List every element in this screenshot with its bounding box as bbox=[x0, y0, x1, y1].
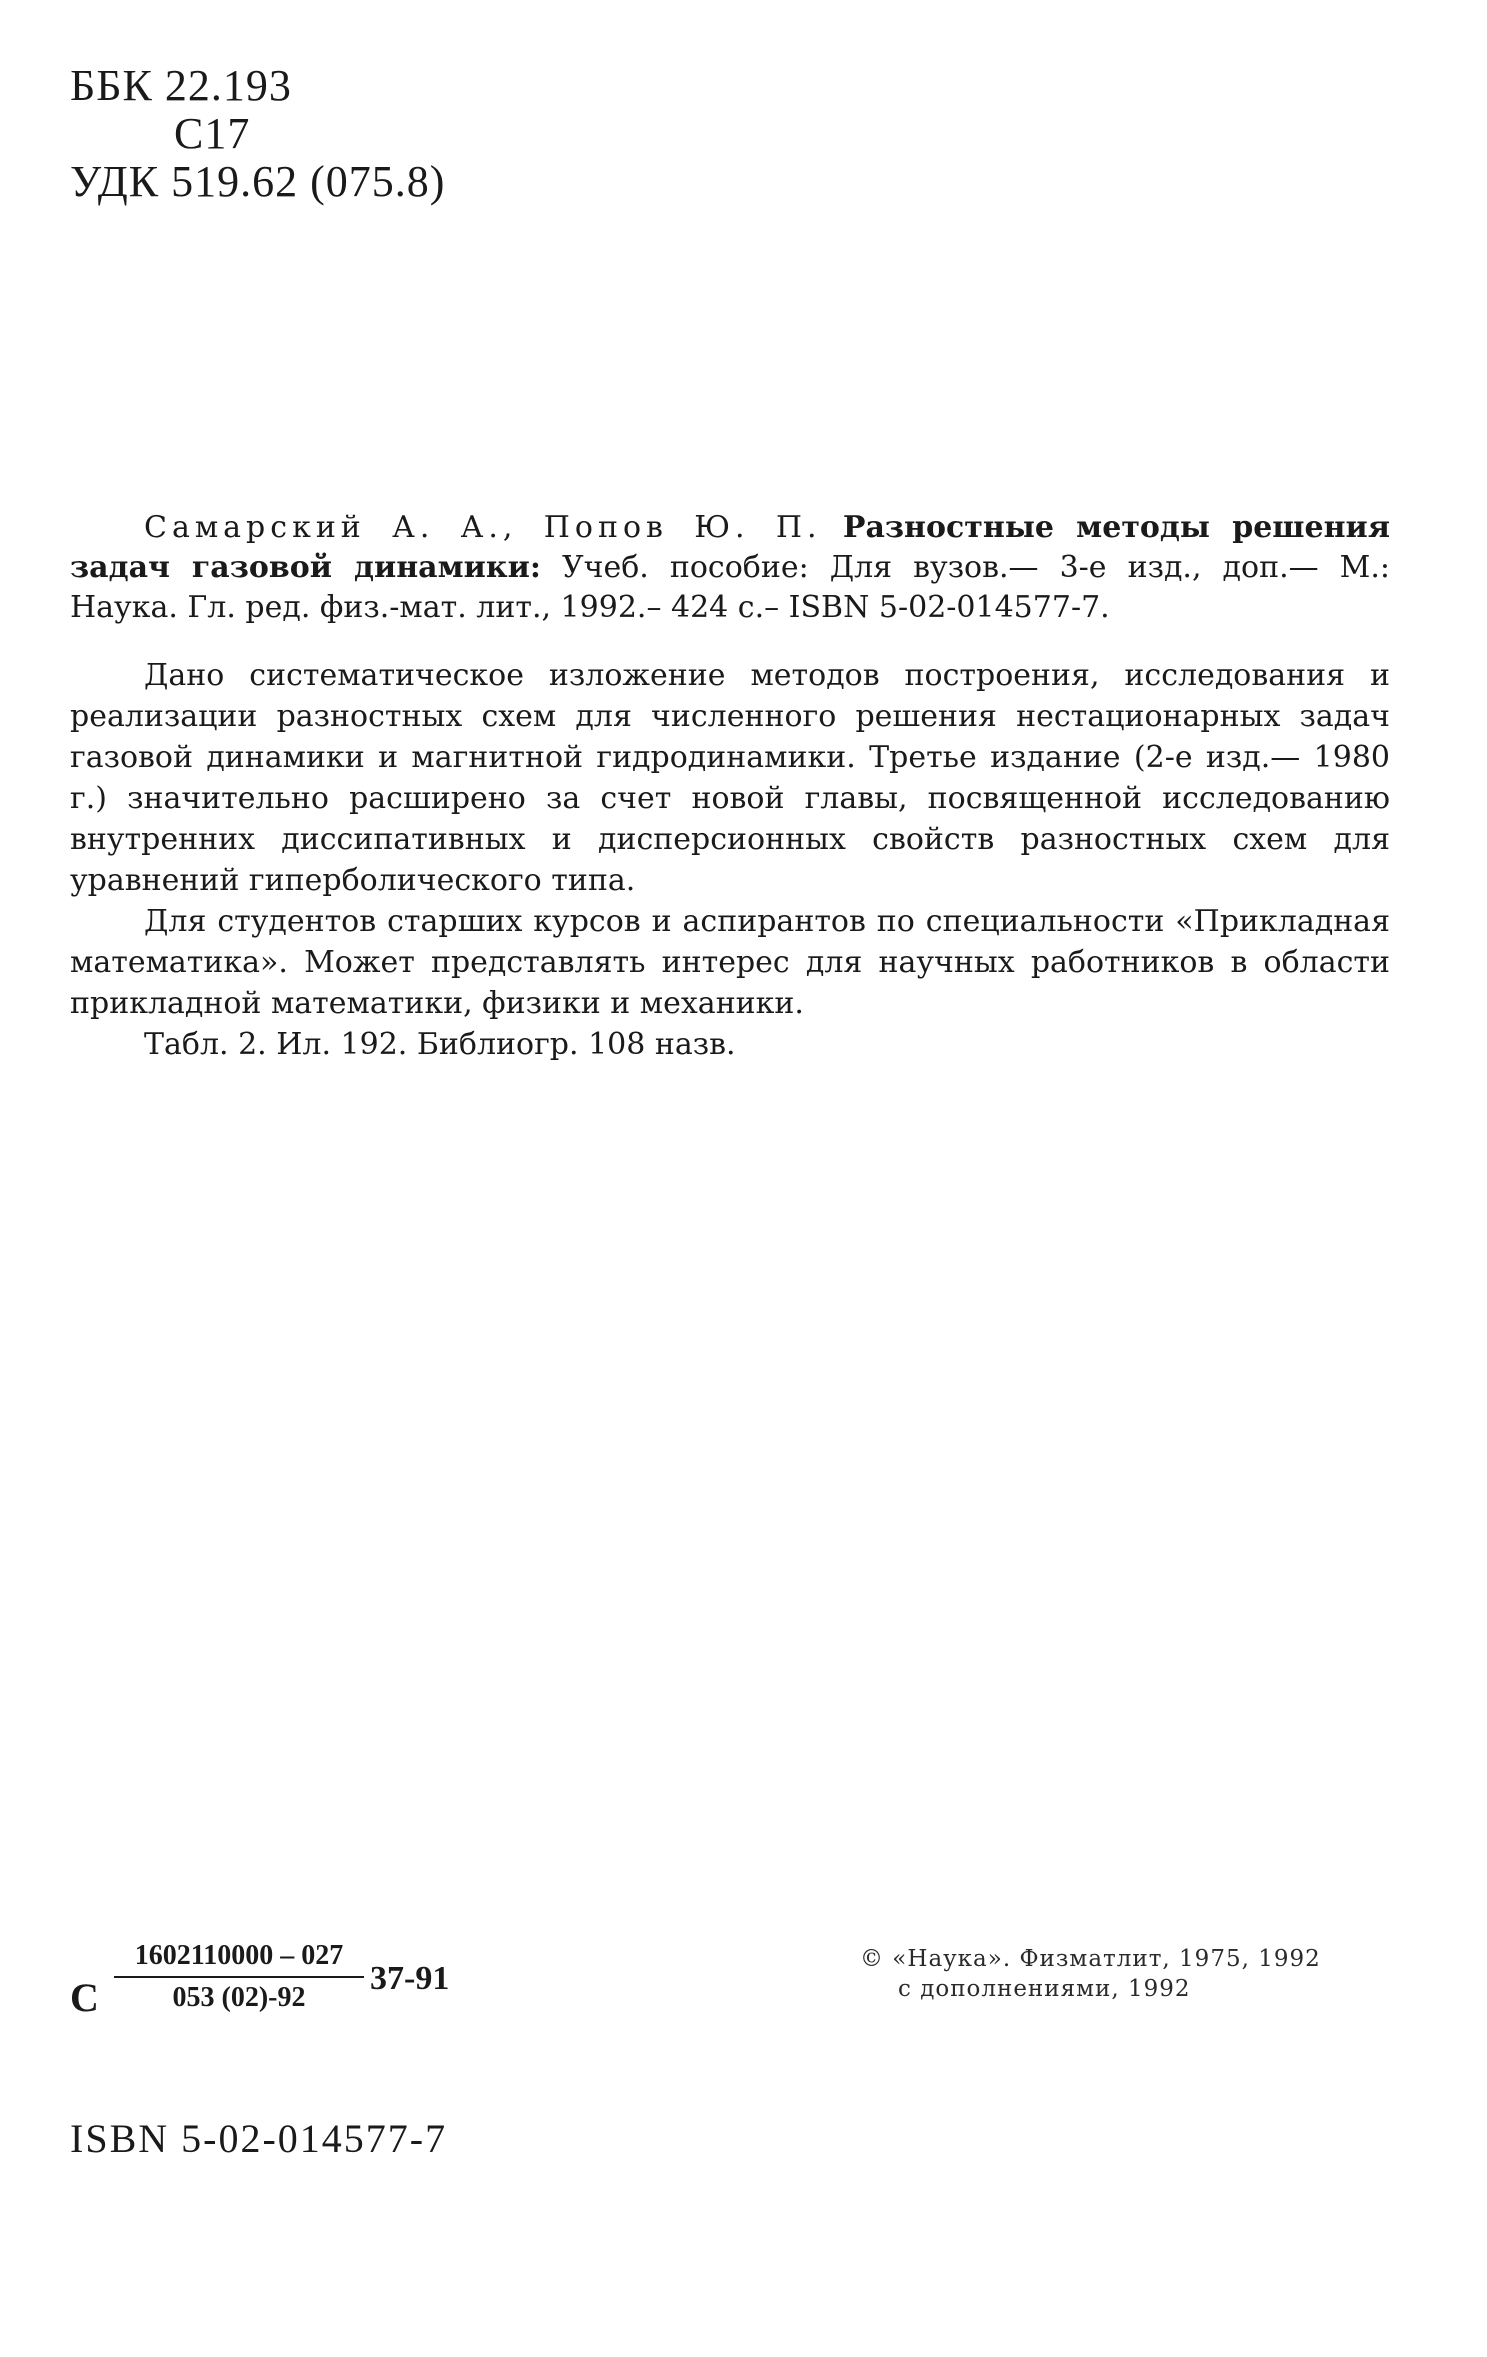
annotation-paragraph-1: Дано систематическое изложение методов построения, исследования и реализации разностных схем для численного решения нестационарных задач газовой динамики и магнитной гидродинамики. Третье издание (2-е изд.— 1980 г.) значительно расширено за счет новой главы, посвященной исследованию внутренних диссипативных и дисперсионных свойств разностных схем для уравнений гиперболического типа. bbox=[70, 658, 1390, 898]
class-code-letter: С bbox=[70, 1975, 99, 2020]
class-code-suffix: 37-91 bbox=[370, 1960, 450, 1997]
copyright-line-1: © «Наука». Физматлит, 1975, 1992 bbox=[860, 1946, 1321, 1972]
classification-codes bbox=[70, 62, 445, 206]
author-index-code: С17 bbox=[174, 109, 251, 158]
bbk-code: ББК 22.193 bbox=[70, 61, 292, 110]
isbn-number: ISBN 5-02-014577-7 bbox=[70, 2116, 448, 2161]
annotation-counts: Табл. 2. Ил. 192. Библиогр. 108 назв. bbox=[144, 1027, 736, 1062]
class-code-numerator: 1602110000 – 027 bbox=[114, 1940, 364, 1978]
book-title: Разностные методы решения задач газовой динамики: bbox=[70, 510, 1390, 585]
copyright-line-2: с дополнениями, 1992 bbox=[898, 1976, 1191, 2002]
udk-code: УДК 519.62 (075.8) bbox=[70, 157, 446, 206]
annotation-paragraph-2: Для студентов старших курсов и аспирантов по специальности «Прикладная математика». Может представлять интерес для научных работников в области прикладной математики, физики и механики. bbox=[70, 904, 1390, 1021]
bibliographic-description bbox=[70, 508, 1390, 628]
annotation bbox=[70, 655, 1390, 1065]
class-code-denominator: 053 (02)-92 bbox=[172, 1982, 306, 2013]
copyright-notice bbox=[860, 1944, 1460, 2004]
authors: Самарский А. А., Попов Ю. П. bbox=[144, 510, 822, 545]
publisher-class-code bbox=[70, 1940, 510, 2050]
publication-details: Учеб. пособие: Для вузов.— 3-е изд., доп.— М.: Наука. Гл. ред. физ.-мат. лит., 1992.– 424 с.– ISBN 5-02-014577-7. bbox=[70, 550, 1390, 625]
